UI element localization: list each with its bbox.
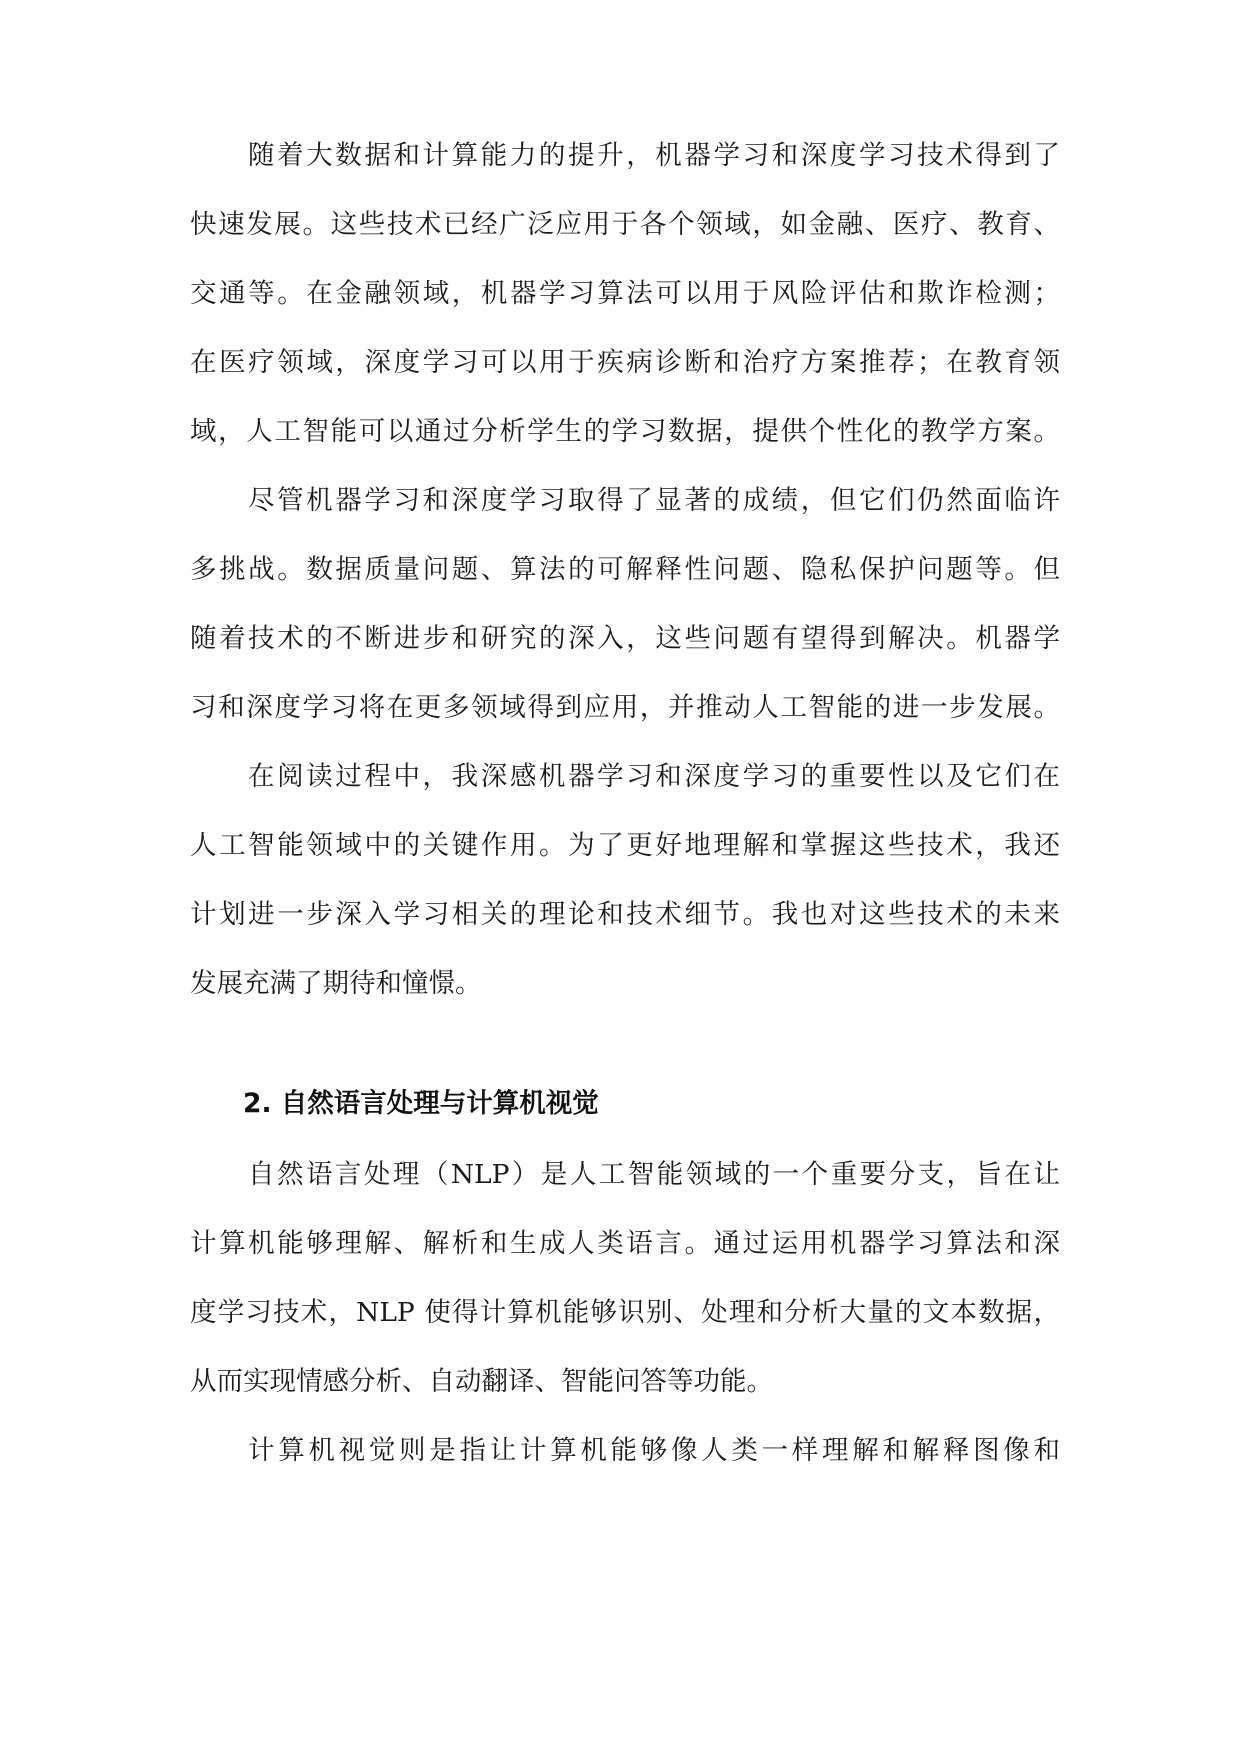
paragraph-3-line-2: 人工智能领域中的关键作用。为了更好地理解和掌握这些技术，我还 [190, 830, 1060, 861]
section-paragraph-2-line-1: 计算机视觉则是指让计算机能够像人类一样理解和解释图像和 [248, 1435, 1060, 1466]
paragraph-1-line-5: 域，人工智能可以通过分析学生的学习数据，提供个性化的教学方案。 [190, 416, 1060, 447]
paragraph-1-line-2: 快速发展。这些技术已经广泛应用于各个领域，如金融、医疗、教育、 [190, 209, 1060, 240]
section-paragraph-1-line-1: 自然语言处理（NLP）是人工智能领域的一个重要分支，旨在让 [248, 1159, 1060, 1190]
paragraph-2-line-3: 随着技术的不断进步和研究的深入，这些问题有望得到解决。机器学 [190, 623, 1060, 654]
paragraph-3-line-4: 发展充满了期待和憧憬。 [190, 968, 482, 999]
section-paragraph-1-line-4: 从而实现情感分析、自动翻译、智能问答等功能。 [190, 1366, 773, 1397]
section-heading: 2. 自然语言处理与计算机视觉 [243, 1088, 599, 1119]
paragraph-1-line-3: 交通等。在金融领域，机器学习算法可以用于风险评估和欺诈检测； [190, 278, 1060, 309]
paragraph-2-line-1: 尽管机器学习和深度学习取得了显著的成绩，但它们仍然面临许 [248, 485, 1060, 516]
paragraph-2-line-4: 习和深度学习将在更多领域得到应用，并推动人工智能的进一步发展。 [190, 692, 1060, 723]
paragraph-3-line-3: 计划进一步深入学习相关的理论和技术细节。我也对这些技术的未来 [190, 899, 1060, 930]
paragraph-1-line-1: 随着大数据和计算能力的提升，机器学习和深度学习技术得到了 [248, 140, 1060, 171]
paragraph-1-line-4: 在医疗领域，深度学习可以用于疾病诊断和治疗方案推荐；在教育领 [190, 347, 1060, 378]
paragraph-2-line-2: 多挑战。数据质量问题、算法的可解释性问题、隐私保护问题等。但 [190, 554, 1060, 585]
section-paragraph-1-line-2: 计算机能够理解、解析和生成人类语言。通过运用机器学习算法和深 [190, 1228, 1060, 1259]
section-paragraph-1-line-3: 度学习技术，NLP 使得计算机能够识别、处理和分析大量的文本数据， [190, 1297, 1060, 1328]
paragraph-3-line-1: 在阅读过程中，我深感机器学习和深度学习的重要性以及它们在 [248, 761, 1060, 792]
